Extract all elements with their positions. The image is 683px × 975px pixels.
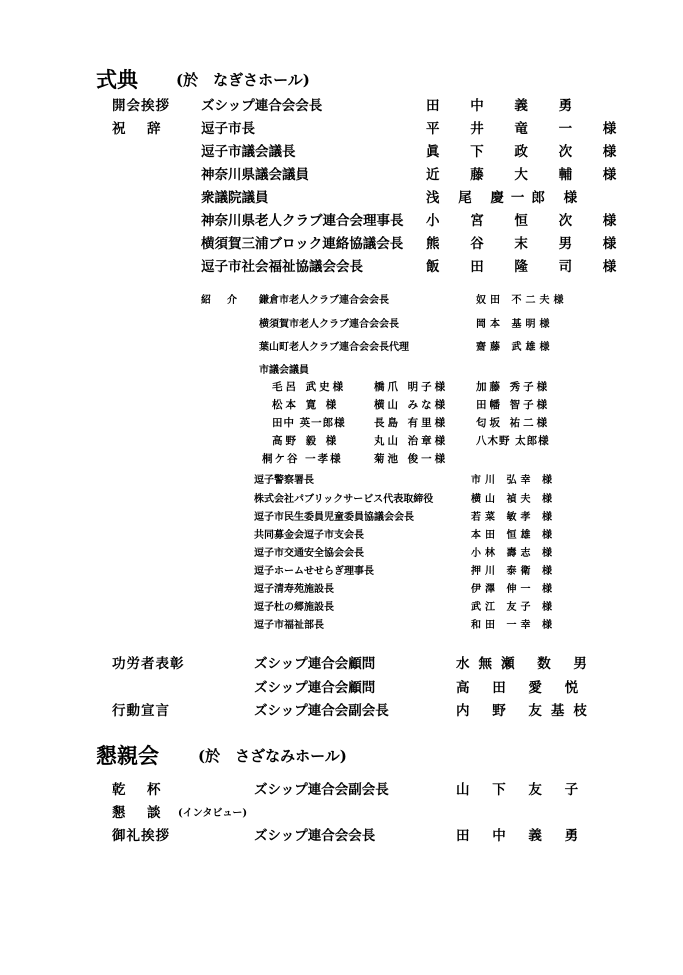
council-member: 菊池 俊一様	[374, 453, 449, 465]
reception-title: 懇親会	[96, 743, 159, 768]
greeting-name: 眞 下 政 次 様	[426, 144, 630, 160]
toast-name: 山 下 友 子	[456, 782, 588, 798]
guest-role: 逗子市福祉部長	[254, 620, 324, 631]
greeting-name: 熊 谷 末 男 様	[426, 236, 630, 252]
intro-role: 鎌倉市老人クラブ連合会会長	[259, 295, 389, 306]
greeting-role: 逗子市長	[201, 121, 255, 137]
council-member: 毛呂 武史様	[272, 381, 347, 393]
council-member: 桐ケ谷 一孝様	[262, 453, 343, 465]
council-member: 橋爪 明子様	[374, 381, 449, 393]
greeting-name: 平 井 竜 一 様	[426, 121, 630, 137]
toast-label: 乾 杯	[112, 782, 165, 798]
intro-label: 紹 介	[201, 295, 240, 306]
guest-role: 逗子市交通安全協会会長	[254, 548, 364, 559]
talk-note: (インタビュー)	[178, 808, 248, 819]
guest-role: 逗子清寿苑施設長	[254, 584, 334, 595]
pledge-label: 行動宣言	[112, 703, 170, 719]
greeting-role: 衆議院議員	[201, 190, 269, 206]
award-role: ズシップ連合会顧問	[254, 656, 376, 672]
greeting-role: 神奈川県老人クラブ連合会理事長	[201, 213, 404, 229]
guest-name: 横山 禎夫 様	[471, 494, 556, 505]
intro-role: 葉山町老人クラブ連合会会長代理	[259, 342, 409, 353]
guest-name: 伊澤 伸一 様	[471, 584, 556, 595]
thanks-name: 田 中 義 勇	[456, 828, 588, 844]
opening-label: 開会挨拶	[112, 98, 170, 114]
award-label: 功労者表彰	[112, 656, 185, 672]
greetings-label: 祝 辞	[112, 121, 165, 137]
council-member: 高野 毅 様	[272, 435, 340, 447]
intro-name: 岡本 基明様	[476, 319, 554, 330]
greeting-name: 小 宮 恒 次 様	[426, 213, 630, 229]
talk-label: 懇 談	[112, 805, 165, 821]
toast-role: ズシップ連合会副会長	[254, 782, 389, 798]
greeting-role: 神奈川県議会議員	[201, 167, 309, 183]
greeting-name: 浅 尾 慶一郎 様	[426, 190, 585, 206]
guest-role: 株式会社パブリックサービス代表取締役	[254, 494, 434, 505]
guest-name: 市川 弘幸 様	[471, 475, 556, 486]
guest-name: 武江 友子 様	[471, 602, 556, 613]
award-name: 高 田 愛 悦	[456, 680, 588, 696]
pledge-name: 内 野 友基枝	[456, 703, 596, 719]
award-role: ズシップ連合会顧問	[254, 680, 376, 696]
intro-role: 横須賀市老人クラブ連合会会長	[259, 319, 399, 330]
guest-role: 逗子市民生委員児童委員協議会会長	[254, 512, 414, 523]
council-member: 八木野 太郎様	[476, 435, 550, 447]
thanks-role: ズシップ連合会会長	[254, 828, 376, 844]
guest-role: 共同募金会逗子市支会長	[254, 530, 364, 541]
council-label: 市議会議員	[259, 365, 309, 376]
council-member: 横山 みな様	[374, 399, 449, 411]
guest-name: 本田 恒雄 様	[471, 530, 556, 541]
greeting-name: 近 藤 大 輔 様	[426, 167, 630, 183]
guest-role: 逗子杜の郷施設長	[254, 602, 334, 613]
council-member: 匂坂 祐二様	[476, 417, 551, 429]
greeting-role: 逗子市議会議長	[201, 144, 296, 160]
council-member: 丸山 治章様	[374, 435, 449, 447]
guest-name: 若菜 敏孝 様	[471, 512, 556, 523]
pledge-role: ズシップ連合会副会長	[254, 703, 389, 719]
opening-name: 田 中 義 勇	[426, 98, 586, 114]
award-name: 水無瀬 数 男	[456, 656, 596, 672]
guest-name: 小林 壽志 様	[471, 548, 556, 559]
council-member: 加藤 秀子様	[476, 381, 551, 393]
council-member: 長島 有里様	[374, 417, 449, 429]
reception-venue: (於 さざなみホール)	[198, 747, 347, 765]
greeting-role: 横須賀三浦ブロック連絡協議会長	[201, 236, 404, 252]
greeting-role: 逗子市社会福祉協議会会長	[201, 259, 363, 275]
council-member: 田幡 智子様	[476, 399, 551, 411]
guest-role: 逗子ホームせせらぎ理事長	[254, 566, 374, 577]
guest-role: 逗子警察署長	[254, 475, 314, 486]
ceremony-title: 式典	[96, 67, 138, 92]
intro-name: 齋藤 武雄様	[476, 342, 554, 353]
council-member: 田中 英一郎様	[272, 417, 346, 429]
ceremony-venue: (於 なぎさホール)	[176, 71, 310, 89]
guest-name: 和田 一幸 様	[471, 620, 556, 631]
intro-name: 奴田 不二夫様	[476, 295, 568, 306]
greeting-name: 飯 田 隆 司 様	[426, 259, 630, 275]
opening-role: ズシップ連合会会長	[201, 98, 323, 114]
council-member: 松本 寛 様	[272, 399, 340, 411]
thanks-label: 御礼挨拶	[112, 828, 170, 844]
guest-name: 押川 泰衛 様	[471, 566, 556, 577]
